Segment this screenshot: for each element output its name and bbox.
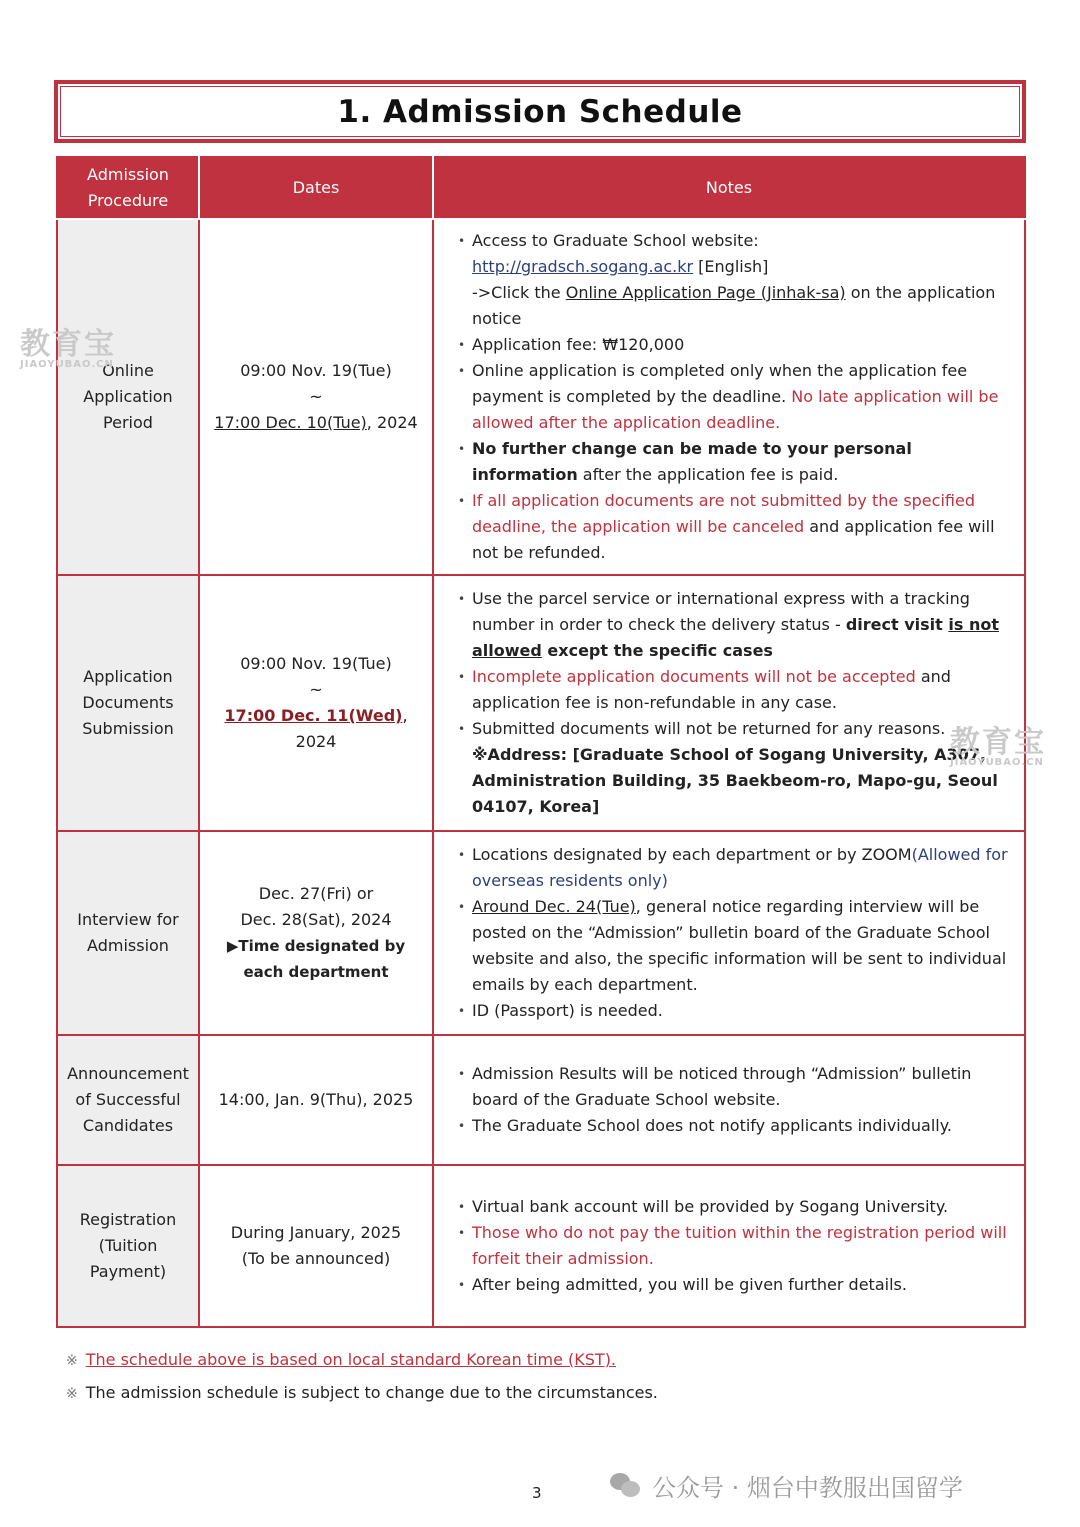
- admission-schedule-table: [56, 156, 1026, 1328]
- list-item: • Online application is completed only when the application fee payment is completed by the deadline. No late application will be allowed after the application deadline.: [458, 358, 1016, 436]
- list-item: • Submitted documents will not be returned for any reasons. ※Address: [Graduate School of Sogang University, A307, Administration Building, 35 Baekbeom-ro, Mapo-gu, Seoul 04107, Korea]: [458, 716, 1016, 820]
- list-item: • Locations designated by each department or by ZOOM(Allowed for overseas residents only): [458, 842, 1016, 894]
- list-item: • Those who do not pay the tuition within the registration period will forfeit their admission.: [458, 1220, 1016, 1272]
- table-row-online-application: [57, 219, 1025, 575]
- dates-cell: 09:00 Nov. 19(Tue) ~ 17:00 Dec. 10(Tue), 2024: [199, 219, 433, 575]
- list-item: • After being admitted, you will be given further details.: [458, 1272, 1016, 1298]
- table-row-interview: [57, 831, 1025, 1035]
- watermark-logo: 教育宝 JIAOYUBAO.CN: [20, 327, 116, 370]
- notes-cell: [433, 831, 1025, 1035]
- list-item: • Admission Results will be noticed through “Admission” bulletin board of the Graduate School website.: [458, 1061, 1016, 1113]
- notes-cell: [433, 575, 1025, 831]
- watermark-logo: 教育宝 JIAOYUBAO.CN: [950, 725, 1046, 768]
- procedure-cell: Announcement of Successful Candidates: [57, 1035, 199, 1165]
- procedure-cell: Registration (Tuition Payment): [57, 1165, 199, 1327]
- gradsch-website-link[interactable]: http://gradsch.sogang.ac.kr: [472, 257, 694, 276]
- dates-cell: 09:00 Nov. 19(Tue) ~ 17:00 Dec. 11(Wed), 2024: [199, 575, 433, 831]
- table-row-registration: [57, 1165, 1025, 1327]
- list-item: • No further change can be made to your personal information after the application fee is paid.: [458, 436, 1016, 488]
- procedure-cell: Interview for Admission: [57, 831, 199, 1035]
- list-item: • Incomplete application documents will not be accepted and application fee is non-refundable in any case.: [458, 664, 1016, 716]
- online-application-page-link[interactable]: Online Application Page (Jinhak-sa): [565, 283, 846, 302]
- list-item: • Access to Graduate School website: http://gradsch.sogang.ac.kr [English] ->Click the Online Application Page (Jinhak-sa) on the application notice: [458, 228, 1016, 332]
- table-header-row: [57, 157, 1025, 219]
- list-item: • Virtual bank account will be provided by Sogang University.: [458, 1194, 1016, 1220]
- dates-cell: 14:00, Jan. 9(Thu), 2025: [199, 1035, 433, 1165]
- footnote-change: ※ The admission schedule is subject to change due to the circumstances.: [66, 1383, 658, 1402]
- page-number: 3: [532, 1484, 542, 1502]
- page-title: 1. Admission Schedule: [337, 93, 743, 130]
- wechat-icon: [610, 1473, 640, 1499]
- list-item: • ID (Passport) is needed.: [458, 998, 1016, 1024]
- dates-cell: During January, 2025 (To be announced): [199, 1165, 433, 1327]
- notes-cell: [433, 1165, 1025, 1327]
- header-notes: Notes: [433, 157, 1025, 219]
- list-item: • Use the parcel service or international express with a tracking number in order to check the delivery status - direct visit is not allowed except the specific cases: [458, 586, 1016, 664]
- list-item: • The Graduate School does not notify applicants individually.: [458, 1113, 1016, 1139]
- list-item: • If all application documents are not submitted by the specified deadline, the application will be canceled and application fee will not be refunded.: [458, 488, 1016, 566]
- table-row-documents-submission: [57, 575, 1025, 831]
- footnotes: [66, 1344, 658, 1410]
- wechat-account-text: 公众号 · 烟台中教服出国留学: [652, 1474, 963, 1502]
- address: ※Address: [Graduate School of Sogang University, A307, Administration Building, 35 Baekbeom-ro, Mapo-gu, Seoul 04107, Korea]: [472, 745, 998, 816]
- title-box: [54, 80, 1026, 143]
- notes-cell: [433, 219, 1025, 575]
- procedure-cell: Application Documents Submission: [57, 575, 199, 831]
- list-item: • Around Dec. 24(Tue), general notice regarding interview will be posted on the “Admission” bulletin board of the Graduate School website and also, the specific information will be sent to individual emails by each department.: [458, 894, 1016, 998]
- header-procedure: Admission Procedure: [57, 157, 199, 219]
- dates-cell: Dec. 27(Fri) or Dec. 28(Sat), 2024 ▶Time designated by each department: [199, 831, 433, 1035]
- header-dates: Dates: [199, 157, 433, 219]
- list-item: • Application fee: ₩120,000: [458, 332, 1016, 358]
- footnote-kst: ※ The schedule above is based on local standard Korean time (KST).: [66, 1350, 617, 1369]
- table-row-announcement: [57, 1035, 1025, 1165]
- wechat-account-line: [610, 1468, 963, 1503]
- procedure-cell: Online Application Period: [57, 219, 199, 575]
- notes-cell: [433, 1035, 1025, 1165]
